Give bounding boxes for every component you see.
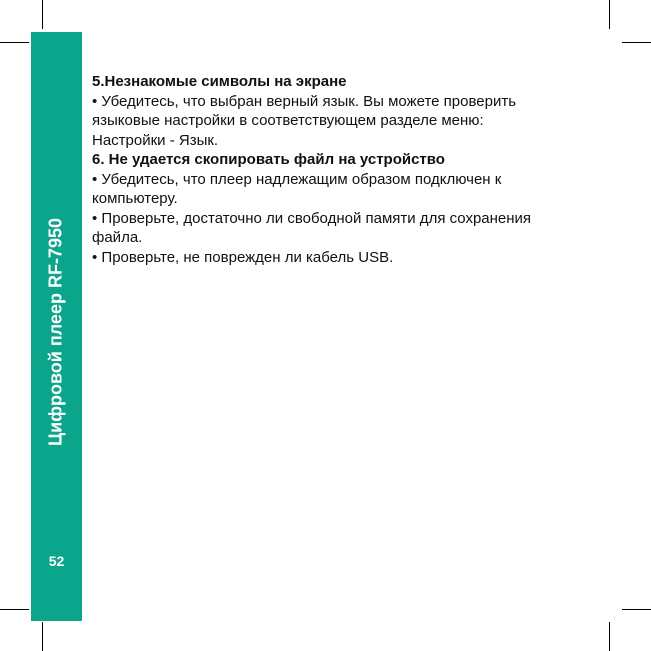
page-number: 52 bbox=[48, 553, 65, 569]
text-line: • Проверьте, не поврежден ли кабель USB. bbox=[92, 248, 394, 266]
heading: 5.Незнакомые символы на экране bbox=[92, 73, 347, 90]
text-line: файла. bbox=[92, 229, 143, 246]
heading: 6. Не удается скопировать файл на устройство bbox=[92, 151, 445, 168]
troubleshooting-text bbox=[92, 72, 592, 267]
crop-mark bbox=[42, 622, 43, 651]
crop-mark bbox=[622, 609, 651, 610]
text-line: компьютеру. bbox=[92, 190, 178, 207]
crop-mark bbox=[609, 0, 610, 29]
text-line: • Проверьте, достаточно ли свободной памяти для сохранения bbox=[92, 209, 532, 227]
crop-mark bbox=[0, 42, 29, 43]
text-line: • Убедитесь, что выбран верный язык. Вы можете проверить bbox=[92, 92, 517, 110]
crop-mark bbox=[0, 609, 29, 610]
side-title: Цифровой плеер RF-7950 bbox=[45, 218, 66, 446]
text-line: • Убедитесь, что плеер надлежащим образом подключен к bbox=[92, 170, 502, 188]
text-line: Настройки - Язык. bbox=[92, 131, 219, 149]
crop-mark bbox=[609, 622, 610, 651]
crop-mark bbox=[622, 42, 651, 43]
crop-mark bbox=[42, 0, 43, 29]
text-line: языковые настройки в соответствующем разделе меню: bbox=[92, 112, 484, 129]
